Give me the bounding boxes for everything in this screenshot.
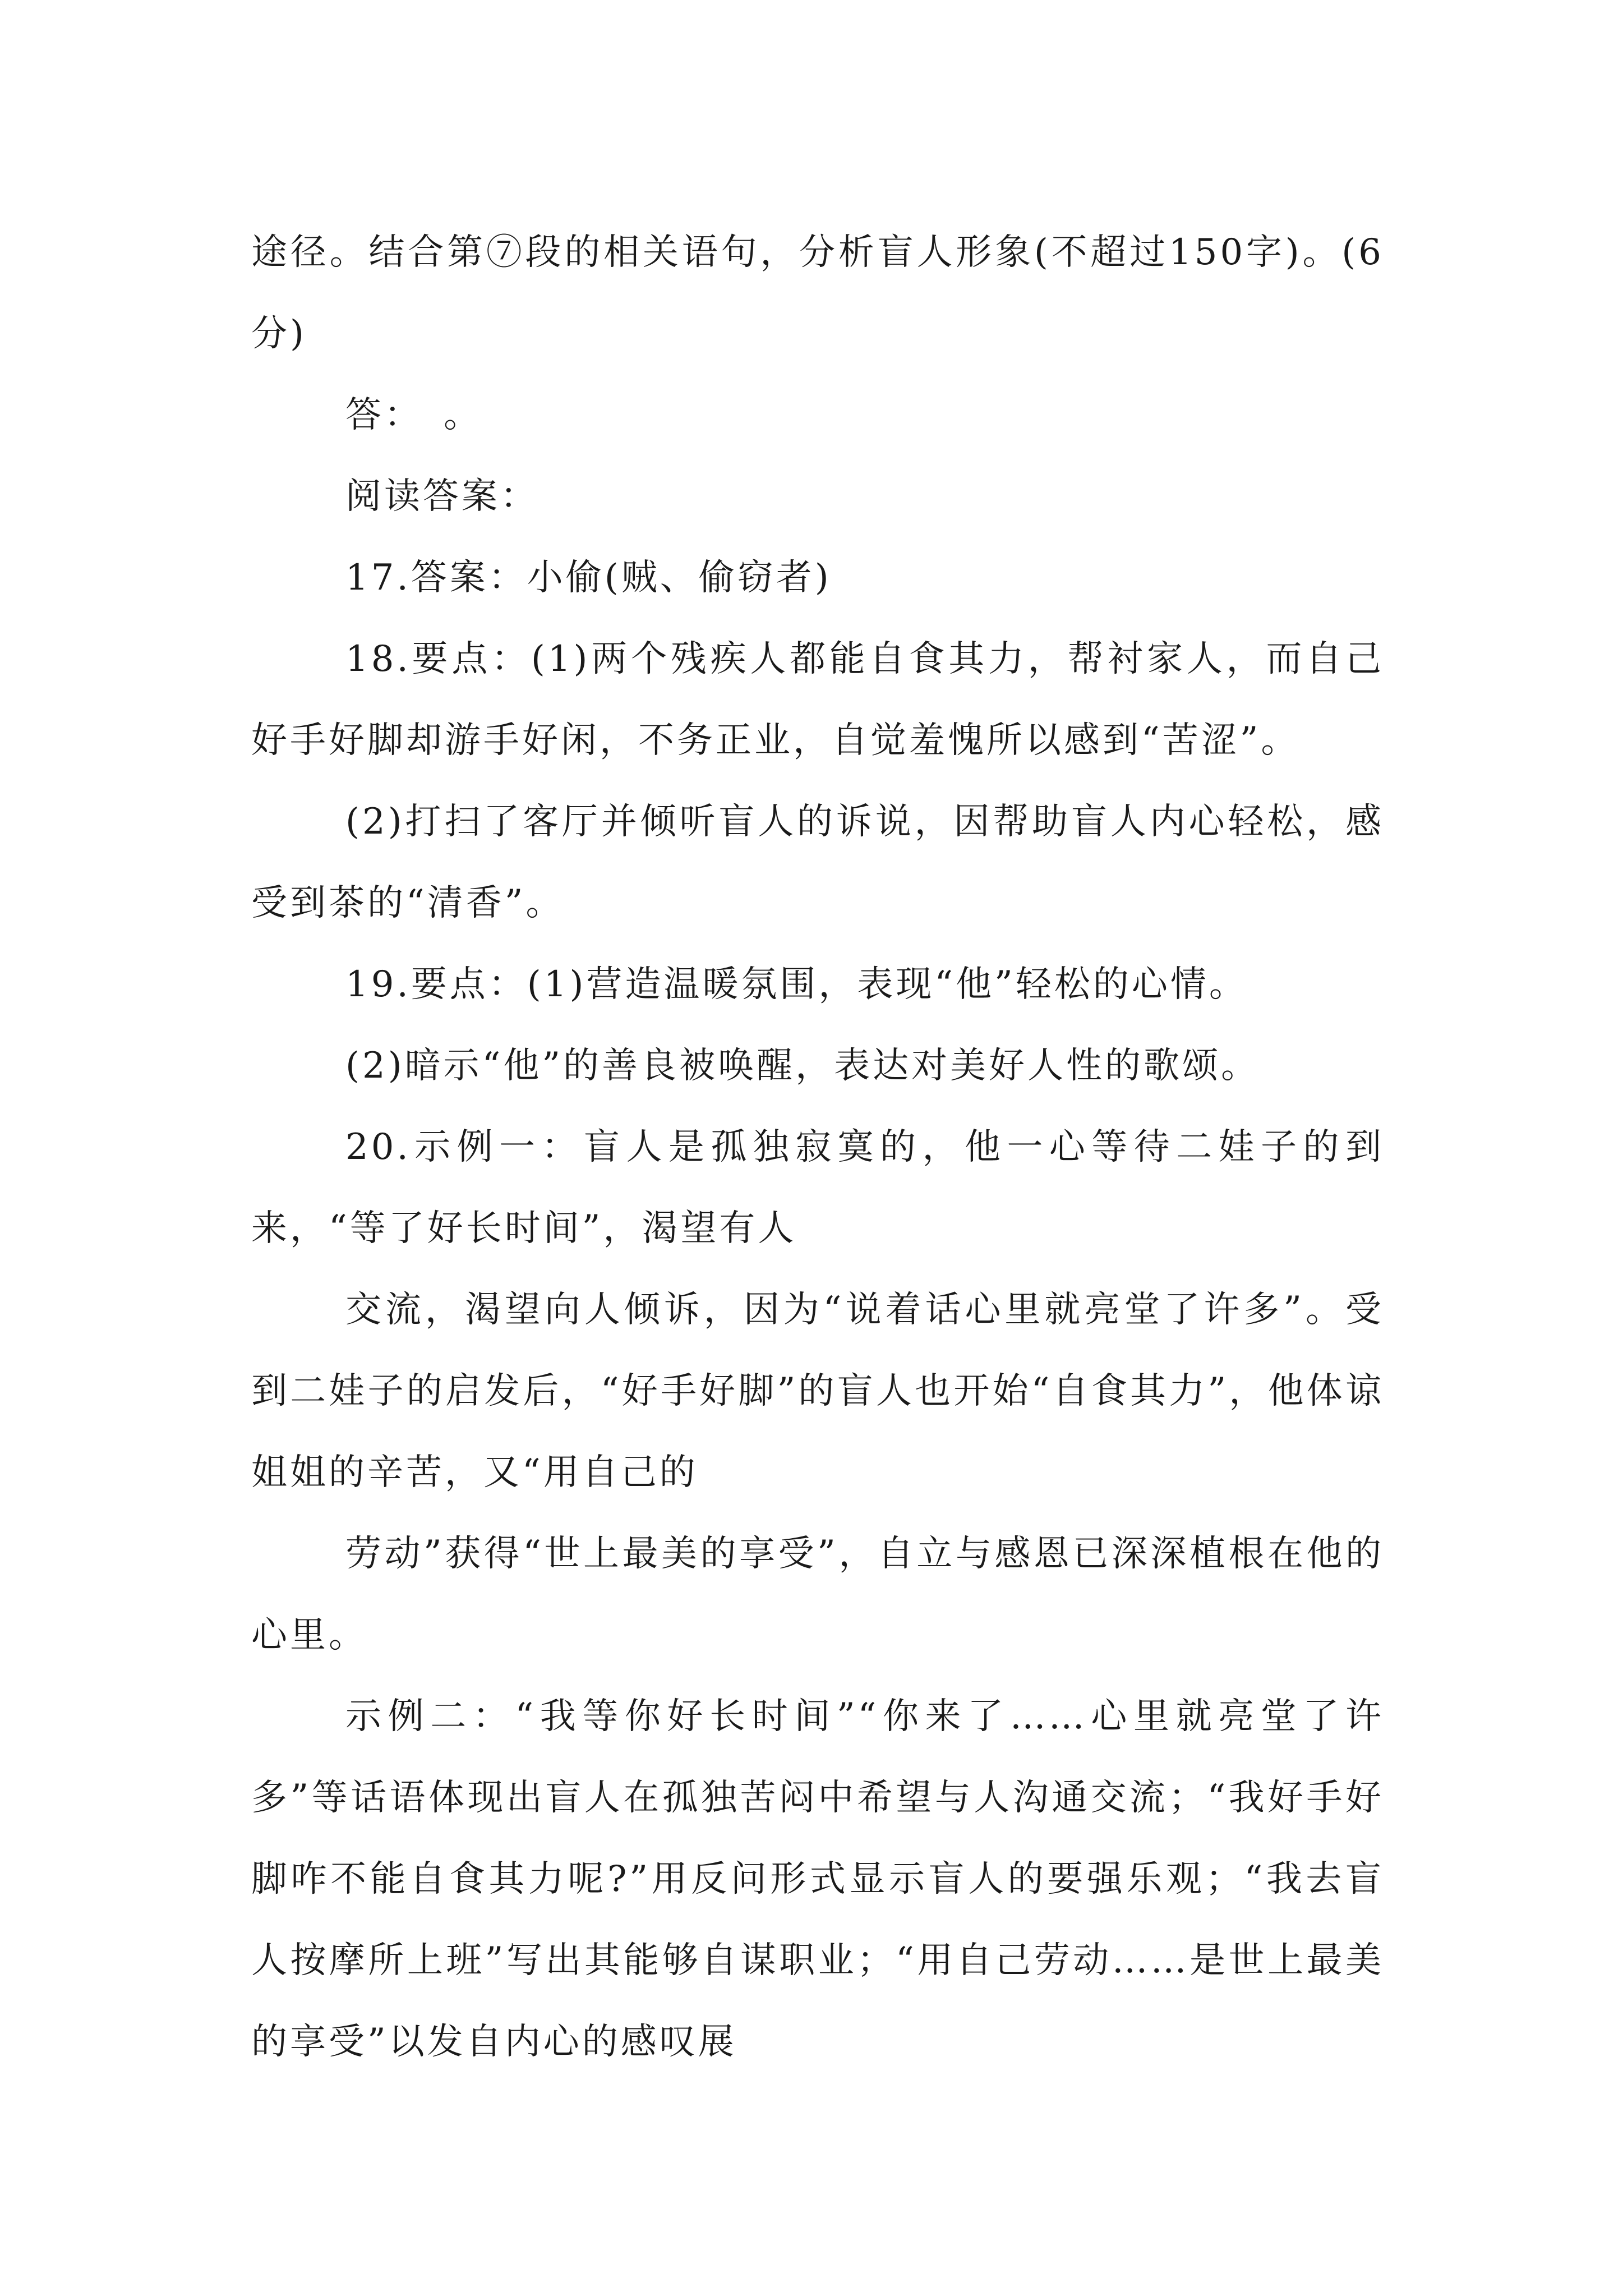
answer-18-point-1: 18.要点：(1)两个残疾人都能自食其力，帮衬家人，而自己好手好脚却游手好闲，不务正业，自觉羞愧所以感到“苦涩”。 xyxy=(251,638,1384,761)
answer-20-example-1-part-1: 20.示例一：盲人是孤独寂寞的，他一心等待二娃子的到来，“等了好长时间”，渴望有人 xyxy=(251,1126,1384,1249)
answer-20-example-1-part-3: 劳动”获得“世上最美的享受”，自立与感恩已深深植根在他的心里。 xyxy=(251,1533,1384,1656)
answer-18-point-2: (2)打扫了客厅并倾听盲人的诉说，因帮助盲人内心轻松，感受到茶的“清香”。 xyxy=(251,801,1384,924)
answer-blank: 答： 。 xyxy=(345,394,482,436)
answer-19-point-2: (2)暗示“他”的善良被唤醒，表达对美好人性的歌颂。 xyxy=(345,1045,1260,1087)
question-continuation: 途径。结合第⑦段的相关语句，分析盲人形象(不超过150字)。(6分) xyxy=(251,232,1384,355)
answers-heading: 阅读答案： xyxy=(345,476,539,517)
answer-20-example-1-part-2: 交流，渴望向人倾诉，因为“说着话心里就亮堂了许多”。受到二娃子的启发后，“好手好脚”的盲人也开始“自食其力”，他体谅姐姐的辛苦，又“用自己的 xyxy=(251,1289,1384,1493)
answer-19-point-1: 19.要点：(1)营造温暖氛围，表现“他”轻松的心情。 xyxy=(345,964,1248,1005)
document-body xyxy=(251,212,1384,2083)
answer-17: 17.答案：小偷(贼、偷窃者) xyxy=(345,557,832,599)
answer-20-example-2: 示例二：“我等你好长时间”“你来了……心里就亮堂了许多”等话语体现出盲人在孤独苦闷中希望与人沟通交流；“我好手好脚咋不能自食其力呢?”用反问形式显示盲人的要强乐观；“我去盲人按摩所上班”写出其能够自谋职业；“用自己劳动……是世上最美的享受”以发自内心的感叹展 xyxy=(251,1696,1384,2063)
